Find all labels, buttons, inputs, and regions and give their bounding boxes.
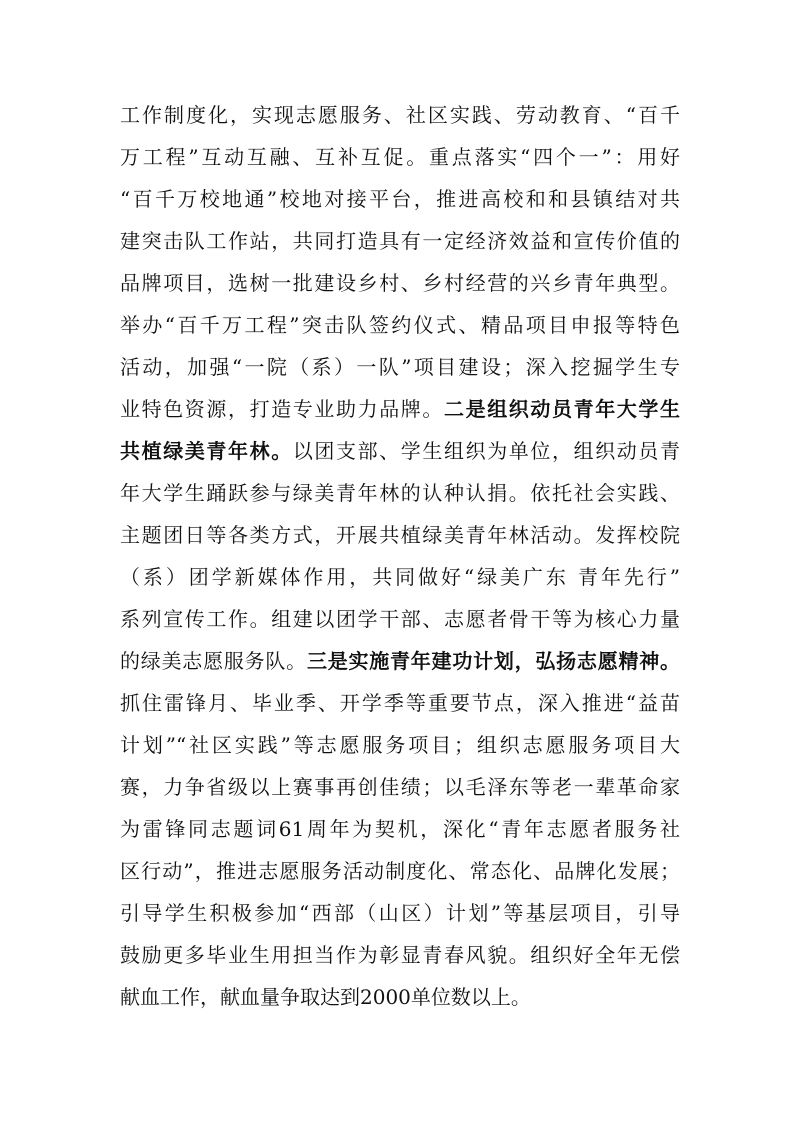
text-line-14-normal: 的绿美志愿服务队。 (120, 649, 307, 673)
text-line-16: 计划”“社区实践”等志愿服务项目；组织志愿服务项目大 (120, 733, 680, 757)
text-line-9 (120, 431, 680, 471)
text-line-11: 主题团日等各类方式，开展共植绿美青年林活动。发挥校院 (120, 523, 680, 547)
text-line-14-bold: 三是实施青年建功计划，弘扬志愿精神。 (306, 649, 681, 673)
text-line-20: 引导学生积极参加“西部（山区）计划”等基层项目，引导 (120, 901, 680, 925)
text-line-2: 万工程”互动互融、互补互促。重点落实“四个一”：用好 (120, 145, 680, 169)
text-line-5: 品牌项目，选树一批建设乡村、乡村经营的兴乡青年典型。 (120, 271, 680, 295)
text-line-22: 献血工作，献血量争取达到2000单位数以上。 (120, 985, 531, 1009)
text-line-13: 系列宣传工作。组建以团学干部、志愿者骨干等为核心力量 (120, 607, 680, 631)
text-line-12: （系）团学新媒体作用，共同做好“绿美广东 青年先行” (120, 565, 680, 589)
text-line-18: 为雷锋同志题词61周年为契机，深化“青年志愿者服务社 (120, 817, 680, 841)
text-line-8-bold: 二是组织动员青年大学生 (444, 397, 680, 421)
text-line-1: 工作制度化，实现志愿服务、社区实践、劳动教育、“百千 (120, 103, 680, 127)
text-line-8 (120, 389, 680, 429)
text-line-6: 举办“百千万工程”突击队签约仪式、精品项目申报等特色 (120, 313, 680, 337)
text-line-17: 赛，力争省级以上赛事再创佳绩；以毛泽东等老一辈革命家 (120, 775, 680, 799)
text-line-7: 活动，加强“一院（系）一队”项目建设；深入挖掘学生专 (120, 355, 680, 379)
text-line-4: 建突击队工作站，共同打造具有一定经济效益和宣传价值的 (120, 229, 680, 253)
text-line-21: 鼓励更多毕业生用担当作为彰显青春风貌。组织好全年无偿 (120, 943, 680, 967)
text-line-3: “百千万校地通”校地对接平台，推进高校和和县镇结对共 (120, 187, 680, 211)
text-line-15: 抓住雷锋月、毕业季、开学季等重要节点，深入推进“益苗 (120, 691, 680, 715)
text-line-14 (120, 641, 680, 681)
text-line-8-normal: 业特色资源，打造专业助力品牌。 (120, 397, 444, 421)
text-line-19: 区行动”，推进志愿服务活动制度化、常态化、品牌化发展； (120, 859, 680, 883)
text-line-9-normal: 以团支部、学生组织为单位，组织动员青 (292, 439, 681, 463)
text-line-9-bold: 共植绿美青年林。 (120, 439, 293, 463)
text-line-10: 年大学生踊跃参与绿美青年林的认种认捐。依托社会实践、 (120, 481, 680, 505)
